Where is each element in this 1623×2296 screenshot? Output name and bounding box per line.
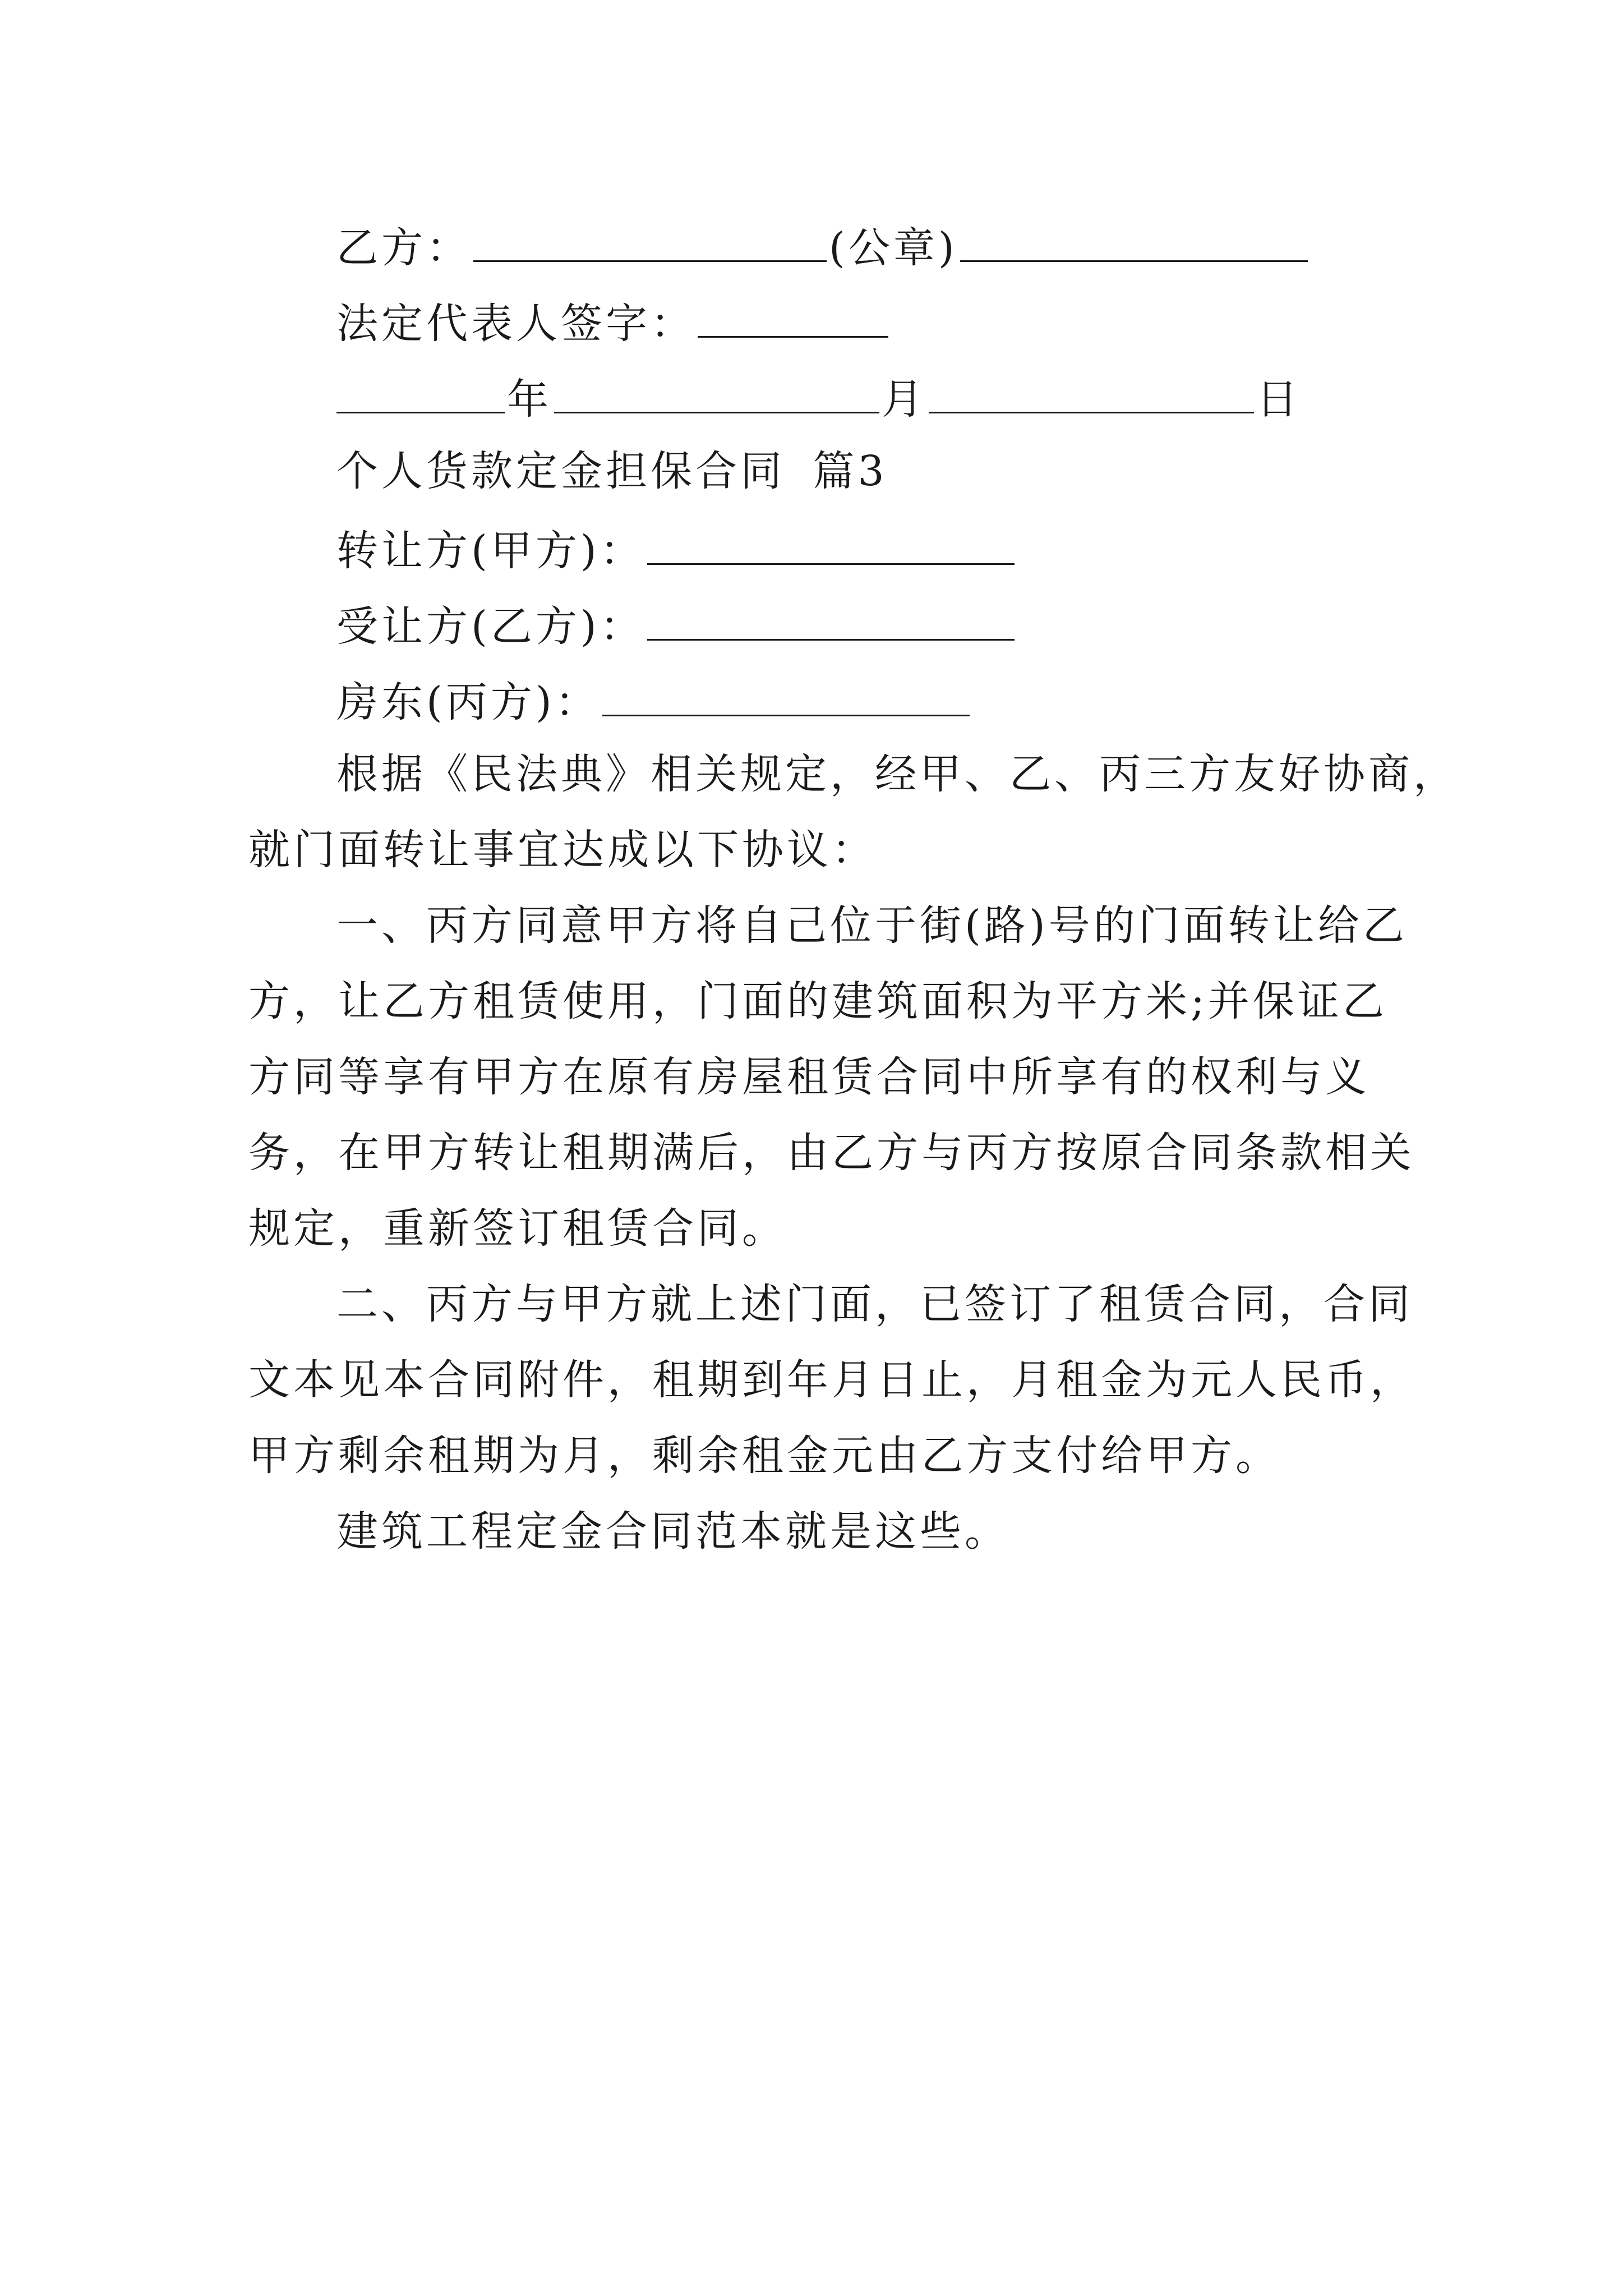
transferor-line bbox=[336, 526, 1017, 575]
day-label: 日 bbox=[1256, 375, 1301, 424]
intro-line-1: 根据《民法典》相关规定，经甲、乙、丙三方友好协商， bbox=[336, 750, 1458, 798]
transferee-label: 受让方(乙方)： bbox=[336, 602, 645, 651]
section-title-text: 个人货款定金担保合同 bbox=[336, 447, 785, 495]
landlord-label: 房东(丙方)： bbox=[336, 678, 600, 726]
transferee-line bbox=[336, 602, 1017, 651]
transferor-label: 转让方(甲方)： bbox=[336, 527, 645, 575]
closing-line: 建筑工程定金合同范本就是这些。 bbox=[336, 1507, 1009, 1556]
seal-blank bbox=[960, 223, 1308, 262]
party-b-signature-line bbox=[336, 223, 1310, 272]
transferee-blank bbox=[647, 602, 1015, 641]
year-blank bbox=[336, 375, 505, 413]
clause-2-line-3: 甲方剩余租期为月，剩余租金元由乙方支付给甲方。 bbox=[248, 1432, 1280, 1480]
party-b-blank bbox=[473, 223, 827, 262]
section-part-number: 3 bbox=[857, 447, 884, 495]
legal-rep-label: 法定代表人签字： bbox=[336, 300, 695, 348]
month-blank bbox=[554, 375, 879, 413]
legal-rep-blank bbox=[698, 299, 888, 338]
landlord-line bbox=[336, 678, 972, 726]
year-label: 年 bbox=[507, 375, 552, 424]
clause-2-line-2: 文本见本合同附件，租期到年月日止，月租金为元人民币， bbox=[248, 1356, 1415, 1404]
transferor-blank bbox=[647, 526, 1015, 565]
clause-1-line-5: 规定，重新签订租赁合同。 bbox=[248, 1204, 787, 1253]
section-part-label: 篇 bbox=[813, 447, 858, 495]
date-line bbox=[336, 375, 1301, 424]
clause-1-line-2: 方，让乙方租赁使用，门面的建筑面积为平方米;并保证乙 bbox=[248, 977, 1387, 1025]
intro-line-2: 就门面转让事宜达成以下协议： bbox=[248, 826, 877, 874]
clause-1-line-4: 务，在甲方转让租期满后，由乙方与丙方按原合同条款相关 bbox=[248, 1129, 1415, 1177]
day-blank bbox=[929, 375, 1254, 413]
party-b-label: 乙方： bbox=[336, 224, 471, 272]
clause-1-line-1: 一、丙方同意甲方将自己位于街(路)号的门面转让给乙 bbox=[336, 901, 1408, 950]
section-title bbox=[336, 447, 884, 495]
month-label: 月 bbox=[882, 375, 926, 424]
landlord-blank bbox=[602, 678, 970, 716]
legal-rep-signature-line bbox=[336, 299, 891, 348]
clause-2-line-1: 二、丙方与甲方就上述门面，已签订了租赁合同，合同 bbox=[336, 1280, 1413, 1328]
seal-label: (公章) bbox=[829, 224, 958, 272]
clause-1-line-3: 方同等享有甲方在原有房屋租赁合同中所享有的权利与义 bbox=[248, 1053, 1370, 1101]
